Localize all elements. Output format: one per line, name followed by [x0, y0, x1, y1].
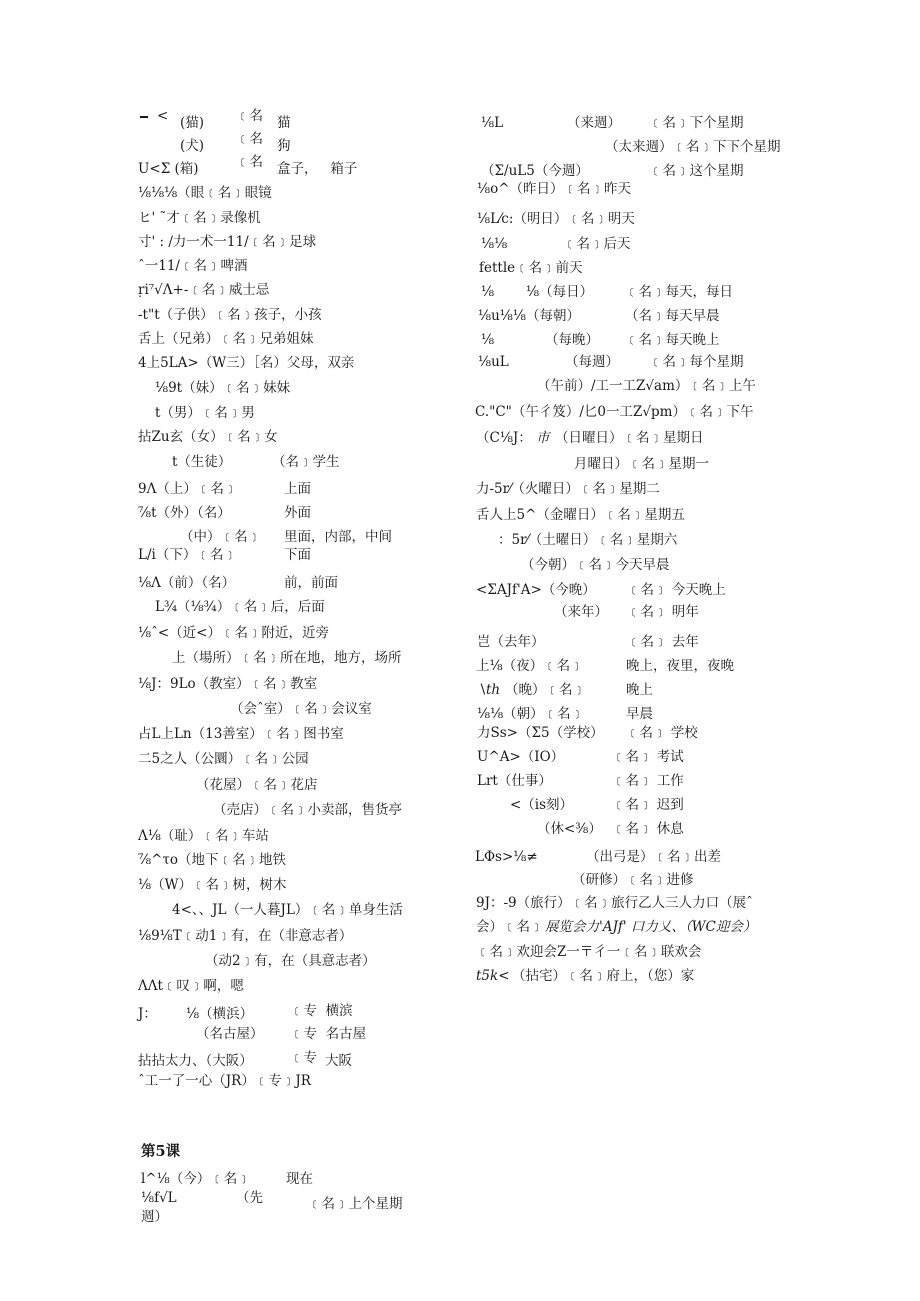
vocab-entry: ：5r⁄（土曜日）﹝名﹞星期六 [498, 532, 678, 548]
vocab-meaning: ﹝名﹞每天晚上 [625, 332, 720, 348]
vocab-meaning: 下面 [284, 547, 311, 563]
vocab-entry: 4<、、JL（一人暮JL）﹝名﹞单身生活 [172, 902, 403, 918]
vocab-reading: （来週） [567, 115, 621, 131]
vocab-meaning: ﹝名﹞ 迟到 [612, 797, 684, 813]
vocab-entry: ﹝名﹞欢迎会Z一〒彳一﹝名﹞联欢会 [476, 944, 702, 960]
vocab-reading: ⅛Λ（前）（名） [138, 575, 236, 591]
vocab-meaning: 盒子， 箱子 [277, 161, 358, 177]
vocab-reading: （休<⅜） [537, 821, 602, 837]
vocab-reading: （晚）﹝名﹞ [505, 682, 586, 698]
vocab-part-of-speech: ﹝名 [236, 154, 263, 170]
vocab-reading: （每晚） [545, 332, 599, 348]
vocab-reading: 市 [536, 430, 550, 446]
vocab-meaning: 大阪 [325, 1053, 352, 1069]
vocab-reading: ⅛uL [478, 354, 509, 370]
vocab-meaning: ﹝名﹞每天，每日 [625, 284, 733, 300]
vocab-meaning: 前，前面 [284, 575, 338, 591]
vocab-reading: LΦs>⅛≠ [475, 849, 538, 865]
vocab-meaning: 现在 [286, 1171, 313, 1187]
vocab-meaning: 外面 [284, 505, 311, 521]
vocab-entry: ⅛L⁄c:（明日）﹝名﹞明天 [477, 211, 635, 227]
vocab-reading: （Σ/uL5（今週） [481, 163, 589, 179]
vocab-entry: fettle﹝名﹞前天 [479, 260, 583, 276]
vocab-reading: （名古屋） [196, 1026, 264, 1042]
vocab-part-of-speech: ﹝专 [290, 1050, 317, 1066]
vocab-reading: ⅛f√L [141, 1190, 177, 1206]
vocab-entry: 舌上（兄弟）﹝名﹞兄弟姐妹 [138, 331, 314, 347]
vocab-meaning: ﹝名﹞这个星期 [649, 163, 744, 179]
vocab-entry: ˆ一11/﹝名﹞啤酒 [138, 258, 248, 274]
vocab-entry: 月曜日）﹝名﹞星期一 [574, 456, 709, 472]
vocab-entry: 会）﹝名﹞ [476, 919, 544, 935]
vocab-reading: 拈拈太力、（大阪） [138, 1053, 253, 1069]
vocab-meaning: ﹝名﹞下个星期 [649, 115, 744, 131]
vocab-meaning: 狗 [277, 138, 291, 154]
vocab-meaning: 早晨 [626, 706, 653, 722]
vocab-meaning: ﹝名﹞每个星期 [649, 354, 744, 370]
vocab-meaning: ﹝名﹞上个星期 [308, 1196, 403, 1212]
vocab-entry: 二5之人（公圜）﹝名﹞公园 [138, 751, 309, 767]
vocab-entry: （今朝）﹝名﹞今天早晨 [521, 557, 670, 573]
vocab-reading: <（is刻） [510, 797, 574, 813]
vocab-reading: J： [138, 1006, 157, 1022]
vocab-reading: 力Ss>（Σ5（学校） [477, 725, 604, 741]
vocab-meaning: （出弓是）﹝名﹞出差 [586, 849, 721, 865]
vocab-meaning: （名﹞每天早晨 [625, 308, 720, 324]
vocab-reading: ⅛L [481, 115, 504, 131]
vocab-entry: ⅛9t（妹）﹝名﹞妹妹 [155, 380, 291, 396]
vocab-reading: ⅛u⅛⅛（每朝） [478, 308, 580, 324]
vocab-meaning: 里面，内部，中间 [284, 529, 392, 545]
vocab-entry: 上（場所）﹝名﹞所在地，地方，场所 [172, 650, 402, 666]
vocab-entry: ⅛（W）﹝名﹞树，树木 [138, 877, 287, 893]
vocab-reading: （来年） [554, 604, 608, 620]
vocab-entry: （花屋）﹝名﹞花店 [196, 777, 318, 793]
vocab-entry: U<Σ (箱) [138, 161, 199, 177]
vocab-reading: (猫) [180, 115, 205, 131]
vocab-meaning: ﹝名﹞后天 [563, 236, 631, 252]
vocab-entry: L¾（⅛¾）﹝名﹞后，后面 [155, 599, 325, 615]
vocab-entry: ⅛J：9Lo（教室）﹝名﹞教室 [138, 676, 318, 692]
vocab-entry: ˆ工一了一心（JR）﹝专﹞JR [138, 1073, 311, 1089]
vocab-entry: -t"t（子供）﹝名﹞孩子，小孩 [138, 307, 322, 323]
vocab-reading: <ΣAJf'A>（今晚） [476, 582, 596, 598]
vocab-meaning: 猫 [277, 115, 291, 131]
vocab-entry: ΛΛt﹝叹﹞啊，嗯 [138, 978, 244, 994]
vocab-reading: 岂（去年） [477, 634, 545, 650]
vocab-meaning: 上面 [284, 481, 311, 497]
vocab-entry: ⅛9⅛T﹝动1﹞有，在（非意志者） [138, 928, 353, 944]
vocab-reading: t（生徒） [172, 454, 232, 470]
vocab-entry: 占L上Ln（13善室）﹝名﹞图书室 [138, 726, 344, 742]
vocab-entry: ⅞^τo（地下﹝名﹞地铁 [138, 852, 286, 868]
vocab-meaning: 晚上 [626, 682, 653, 698]
vocab-meaning: 晚上，夜里，夜晚 [626, 658, 734, 674]
vocab-entry: （午前）/工一工Z√am）﹝名﹞上午 [537, 378, 756, 394]
vocab-reading: ⅛（每日） [526, 284, 594, 300]
vocab-reading: （中）﹝名﹞ [180, 529, 261, 545]
vocab-entry: Λ⅛（耻）﹝名﹞车站 [138, 828, 269, 844]
vocab-entry: （会ˆ室）﹝名﹞会议室 [230, 701, 372, 717]
vocab-part-of-speech: ﹝名 [236, 131, 263, 147]
vocab-meaning: ﹝名﹞ 休息 [612, 821, 684, 837]
vocab-reading: ⅛⅛ [481, 236, 508, 252]
vocab-reading: U^A>（IO） [477, 749, 565, 765]
vocab-entry: ⅛⅛⅛（眼﹝名﹞眼镜 [138, 185, 272, 201]
vocab-reading: ⅛ [481, 284, 495, 300]
vocab-meaning: ﹝名﹞ 明年 [627, 604, 699, 620]
vocab-reading: L/i（下）﹝名﹞ [138, 547, 237, 563]
vocab-reading: th [486, 682, 501, 698]
vocab-entry: （売店）﹝名﹞小卖部，售货亭 [213, 802, 402, 818]
vocab-reading: （C⅛J： [476, 430, 532, 446]
vocab-entry: 寸' : /力一术一11/﹝名﹞足球 [138, 234, 317, 250]
vocab-entry: （研修）﹝名﹞进修 [572, 872, 694, 888]
vocab-meaning: （日曜日）﹝名﹞星期日 [555, 430, 704, 446]
vocab-entry: 拈Zu玄（女）﹝名﹞女 [138, 429, 278, 445]
vocab-reading: Lrt（仕事） [477, 773, 552, 789]
vocab-entry: （拈宅）﹝名﹞府上，（您）家 [512, 968, 695, 984]
vocab-meaning: （名﹞学生 [272, 454, 340, 470]
vocab-meaning: ﹝名﹞ 工作 [612, 773, 684, 789]
vocab-meaning: ﹝名﹞ 去年 [627, 634, 699, 650]
vocab-entry: （动2﹞有，在（具意志者） [205, 953, 376, 969]
vocab-meaning: ﹝专 横滨 [290, 1003, 353, 1019]
vocab-entry: ヒ' ˜才﹝名﹞录像机 [138, 210, 261, 226]
vocab-reading: ⅞t（外）（名） [138, 505, 231, 521]
vocab-meaning: ﹝专 名古屋 [290, 1026, 367, 1042]
vocab-meaning: ﹝名﹞ 学校 [626, 725, 698, 741]
vocab-reading: (犬) [180, 138, 205, 154]
vocab-reading: ∖ [478, 682, 487, 698]
vocab-entry: ⅛ˆ<（近<）﹝名﹞附近，近旁 [138, 625, 329, 641]
vocab-entry: ⅛o^（昨日）﹝名﹞昨天 [477, 181, 632, 197]
vocab-entry: 力-5r⁄（火曜日）﹝名﹞星期二 [476, 481, 660, 497]
vocab-reading: ⅛⅛（朝）﹝名﹞ [477, 706, 585, 722]
vocab-meaning: ﹝名﹞ 考试 [612, 749, 684, 765]
vocab-reading: ⅛（横浜） [186, 1006, 254, 1022]
vocab-entry: 舌人上5^（金曜日）﹝名﹞星期五 [476, 507, 685, 523]
vocab-reading: t5k< [476, 968, 510, 984]
vocab-reading: （每週） [565, 354, 619, 370]
vocab-reading: l^⅛（今）﹝名﹞ [141, 1171, 251, 1187]
vocab-entry: t（男）﹝名﹞男 [155, 405, 255, 421]
vocab-part-of-speech: ﹝名 [236, 108, 263, 124]
vocab-meaning: ﹝名﹞ 今天晚上 [627, 582, 726, 598]
vocab-reading: 週） [141, 1209, 168, 1225]
underline-mark [140, 116, 148, 118]
vocab-entry: 展览会力'AJf' 口力乂、（WC迎会） [545, 919, 757, 935]
vocab-entry: ṛi⁷√Λ+-﹝名﹞威士忌 [138, 282, 270, 298]
lesson-heading: 第5课 [141, 1143, 181, 1160]
vocab-reading: 9Λ（上）﹝名﹞ [138, 481, 238, 497]
vocab-entry: （太来週）﹝名﹞下下个星期 [605, 139, 781, 155]
vocab-reading: （先 [236, 1190, 263, 1206]
vocab-entry: 4上5LA>（W三）［名）父母，双亲 [138, 355, 355, 371]
vocab-entry: C."C"（午彳笈）/匕0一工Z√pm）﹝名﹞下午 [475, 404, 754, 420]
vocab-reading: 上⅛（夜）﹝名﹞ [476, 658, 584, 674]
vocab-fragment: < [157, 108, 169, 124]
vocab-entry: 9J：-9（旅行）﹝名﹞旅行乙人三人力口（展ˆ [476, 895, 753, 911]
vocab-reading: ⅛ [481, 332, 495, 348]
